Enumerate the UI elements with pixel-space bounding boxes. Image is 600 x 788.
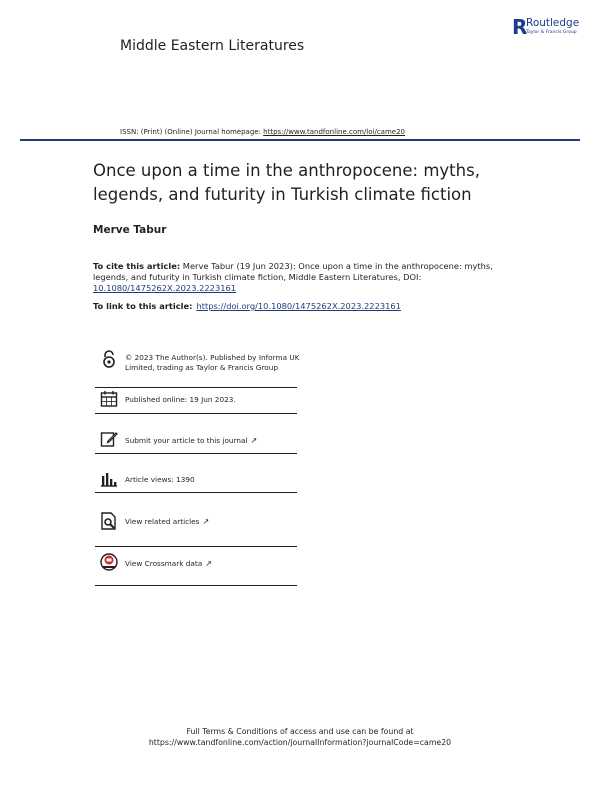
journal-title: Middle Eastern Literatures xyxy=(120,38,305,54)
open-access-row xyxy=(95,347,300,388)
routledge-logo xyxy=(512,16,598,42)
issn-line xyxy=(120,128,405,136)
copyright-text: © 2023 The Author(s). Published by Informa UK Limited, trading as Taylor & Francis Group xyxy=(125,353,300,372)
issn-prefix: ISSN: (Print) (Online) Journal homepage: xyxy=(120,128,264,136)
edit-pencil-icon xyxy=(100,430,118,448)
article-doi-link[interactable]: https://doi.org/10.1080/1475262X.2023.2223161 xyxy=(196,301,401,311)
footer-terms-link[interactable]: https://www.tandfonline.com/action/journalInformation?journalCode=came20 xyxy=(148,738,452,747)
citation-doi-link[interactable]: 10.1080/1475262X.2023.2223161 xyxy=(93,283,237,294)
article-views-text: Article views: 1390 xyxy=(125,475,195,484)
article-link-block xyxy=(93,301,401,311)
published-date-text: Published online: 19 Jun 2023. xyxy=(125,395,236,404)
routledge-logo-mark: R xyxy=(512,15,528,39)
related-articles-row[interactable] xyxy=(95,492,297,547)
external-link-icon: ↗ xyxy=(250,436,258,445)
open-access-lock-icon xyxy=(100,350,118,368)
external-link-icon: ↗ xyxy=(202,517,210,526)
citation-text: Merve Tabur (19 Jun 2023): Once upon a time in the anthropocene: myths, legends, and futurity in Turkish climate fiction, Middle Eastern Literatures, DOI: xyxy=(93,261,493,283)
citation-label: To cite this article: xyxy=(93,261,181,271)
article-link-label: To link to this article: xyxy=(93,301,193,311)
article-views-row xyxy=(95,453,297,493)
published-row xyxy=(95,387,297,414)
related-articles-link[interactable]: View related articles xyxy=(125,517,200,526)
article-title: Once upon a time in the anthropocene: myths, legends, and futurity in Turkish climate fiction xyxy=(93,161,480,204)
citation-block xyxy=(93,261,493,295)
footer xyxy=(0,726,600,748)
bar-chart-icon xyxy=(100,470,118,488)
submit-article-link[interactable]: Submit your article to this journal xyxy=(125,436,248,445)
crossmark-link[interactable]: View Crossmark data xyxy=(125,559,203,568)
routledge-logo-tagline: Taylor & Francis Group xyxy=(526,30,577,35)
journal-homepage-link[interactable]: https://www.tandfonline.com/loi/came20 xyxy=(263,128,405,136)
header-divider xyxy=(20,139,580,141)
footer-terms-text: Full Terms & Conditions of access and use can be found at xyxy=(186,727,414,736)
author-name: Merve Tabur xyxy=(93,224,167,236)
crossmark-row[interactable] xyxy=(95,546,297,586)
routledge-logo-name: Routledge xyxy=(526,17,580,29)
crossmark-icon xyxy=(100,553,118,571)
calendar-icon xyxy=(100,390,118,408)
external-link-icon: ↗ xyxy=(205,559,212,568)
related-articles-icon xyxy=(100,512,118,530)
submit-article-row[interactable] xyxy=(95,413,297,454)
